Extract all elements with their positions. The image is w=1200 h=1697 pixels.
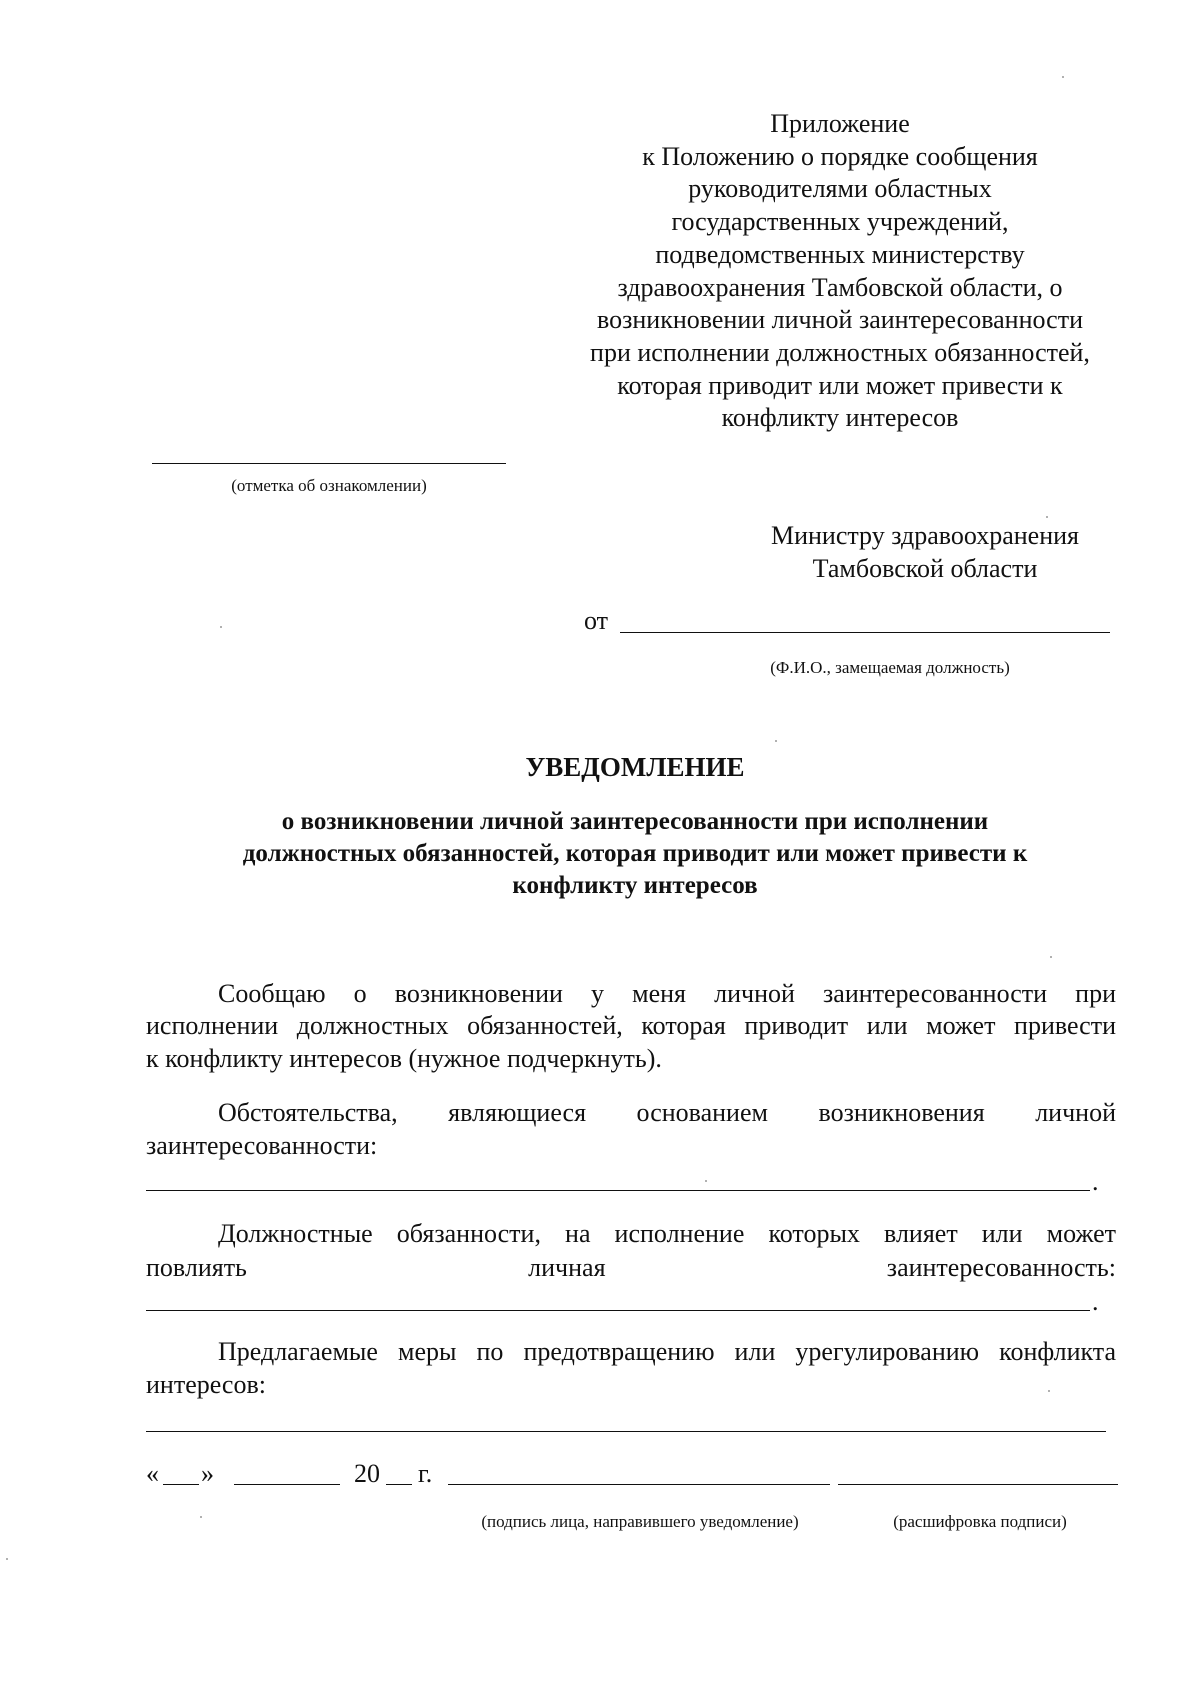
date-quote-close: »	[201, 1459, 214, 1488]
date-year-line	[386, 1484, 412, 1485]
document-title: УВЕДОМЛЕНИЕ	[525, 752, 745, 782]
from-caption: (Ф.И.О., замещаемая должность)	[770, 658, 1010, 677]
from-label: от	[584, 606, 609, 635]
paragraph-1-line-2: исполнении должностных обязанностей, которая приводит или может привести	[146, 1011, 1116, 1040]
paragraph-3-line-2: повлиять личная заинтересованность:	[146, 1253, 1116, 1282]
scan-speck	[1062, 76, 1064, 78]
paragraph-2-end-mark: .	[1092, 1167, 1099, 1196]
paragraph-4-line-2: интересов:	[146, 1370, 266, 1399]
paragraph-3-end-mark: .	[1092, 1287, 1099, 1316]
paragraph-1-line-1: Сообщаю о возникновении у меня личной заинтересованности при	[218, 979, 1116, 1008]
scan-speck	[1050, 956, 1052, 958]
scan-speck	[775, 740, 777, 742]
acknowledgement-caption: (отметка об ознакомлении)	[231, 476, 427, 495]
appendix-line: государственных учреждений,	[671, 207, 1009, 237]
appendix-heading	[560, 108, 1120, 435]
scan-speck	[220, 626, 222, 628]
appendix-line: руководителями областных	[688, 174, 992, 204]
scan-speck	[705, 1180, 707, 1182]
paragraph-4-answer-line	[146, 1431, 1106, 1432]
date-quote-open: «	[146, 1459, 159, 1488]
appendix-line: здравоохранения Тамбовской области, о	[617, 272, 1063, 302]
acknowledgement-line	[152, 463, 506, 464]
scan-speck	[1048, 1390, 1050, 1392]
scan-speck	[200, 1516, 202, 1518]
signature-line	[448, 1484, 830, 1485]
appendix-line: конфликту интересов	[721, 403, 959, 433]
subtitle-line-1: о возникновении личной заинтересованности при исполнении	[281, 808, 989, 835]
subtitle-line-3: конфликту интересов	[512, 872, 758, 899]
paragraph-2-line-2: заинтересованности:	[146, 1131, 378, 1160]
appendix-line: к Положению о порядке сообщения	[642, 141, 1038, 171]
paragraph-1-line-3: к конфликту интересов (нужное подчеркнуть).	[146, 1044, 662, 1073]
decoding-caption: (расшифровка подписи)	[893, 1512, 1067, 1531]
from-line	[620, 632, 1110, 633]
scan-speck	[6, 1558, 8, 1560]
date-day-line	[163, 1484, 199, 1485]
paragraph-3-answer-line	[146, 1310, 1090, 1311]
decoding-line	[838, 1484, 1118, 1485]
addressee-line-1: Министру здравоохранения	[770, 521, 1080, 550]
addressee-line-2: Тамбовской области	[812, 554, 1038, 583]
appendix-line: подведомственных министерству	[655, 239, 1025, 269]
date-year-prefix: 20	[354, 1459, 380, 1488]
paragraph-4-line-1: Предлагаемые меры по предотвращению или урегулированию конфликта	[218, 1337, 1116, 1366]
date-year-suffix: г.	[418, 1459, 433, 1488]
date-month-line	[234, 1484, 340, 1485]
appendix-line: которая приводит или может привести к	[617, 370, 1063, 400]
scan-speck	[1046, 516, 1048, 518]
signature-caption: (подпись лица, направившего уведомление)	[481, 1512, 799, 1531]
paragraph-3-line-1: Должностные обязанности, на исполнение которых влияет или может	[218, 1219, 1116, 1248]
subtitle-line-2: должностных обязанностей, которая приводит или может привести к	[242, 840, 1028, 867]
appendix-line: при исполнении должностных обязанностей,	[590, 337, 1090, 367]
appendix-line: Приложение	[770, 109, 910, 138]
appendix-line: возникновении личной заинтересованности	[597, 305, 1083, 335]
paragraph-2-line-1: Обстоятельства, являющиеся основанием возникновения личной	[218, 1098, 1116, 1127]
paragraph-2-answer-line	[146, 1190, 1090, 1191]
